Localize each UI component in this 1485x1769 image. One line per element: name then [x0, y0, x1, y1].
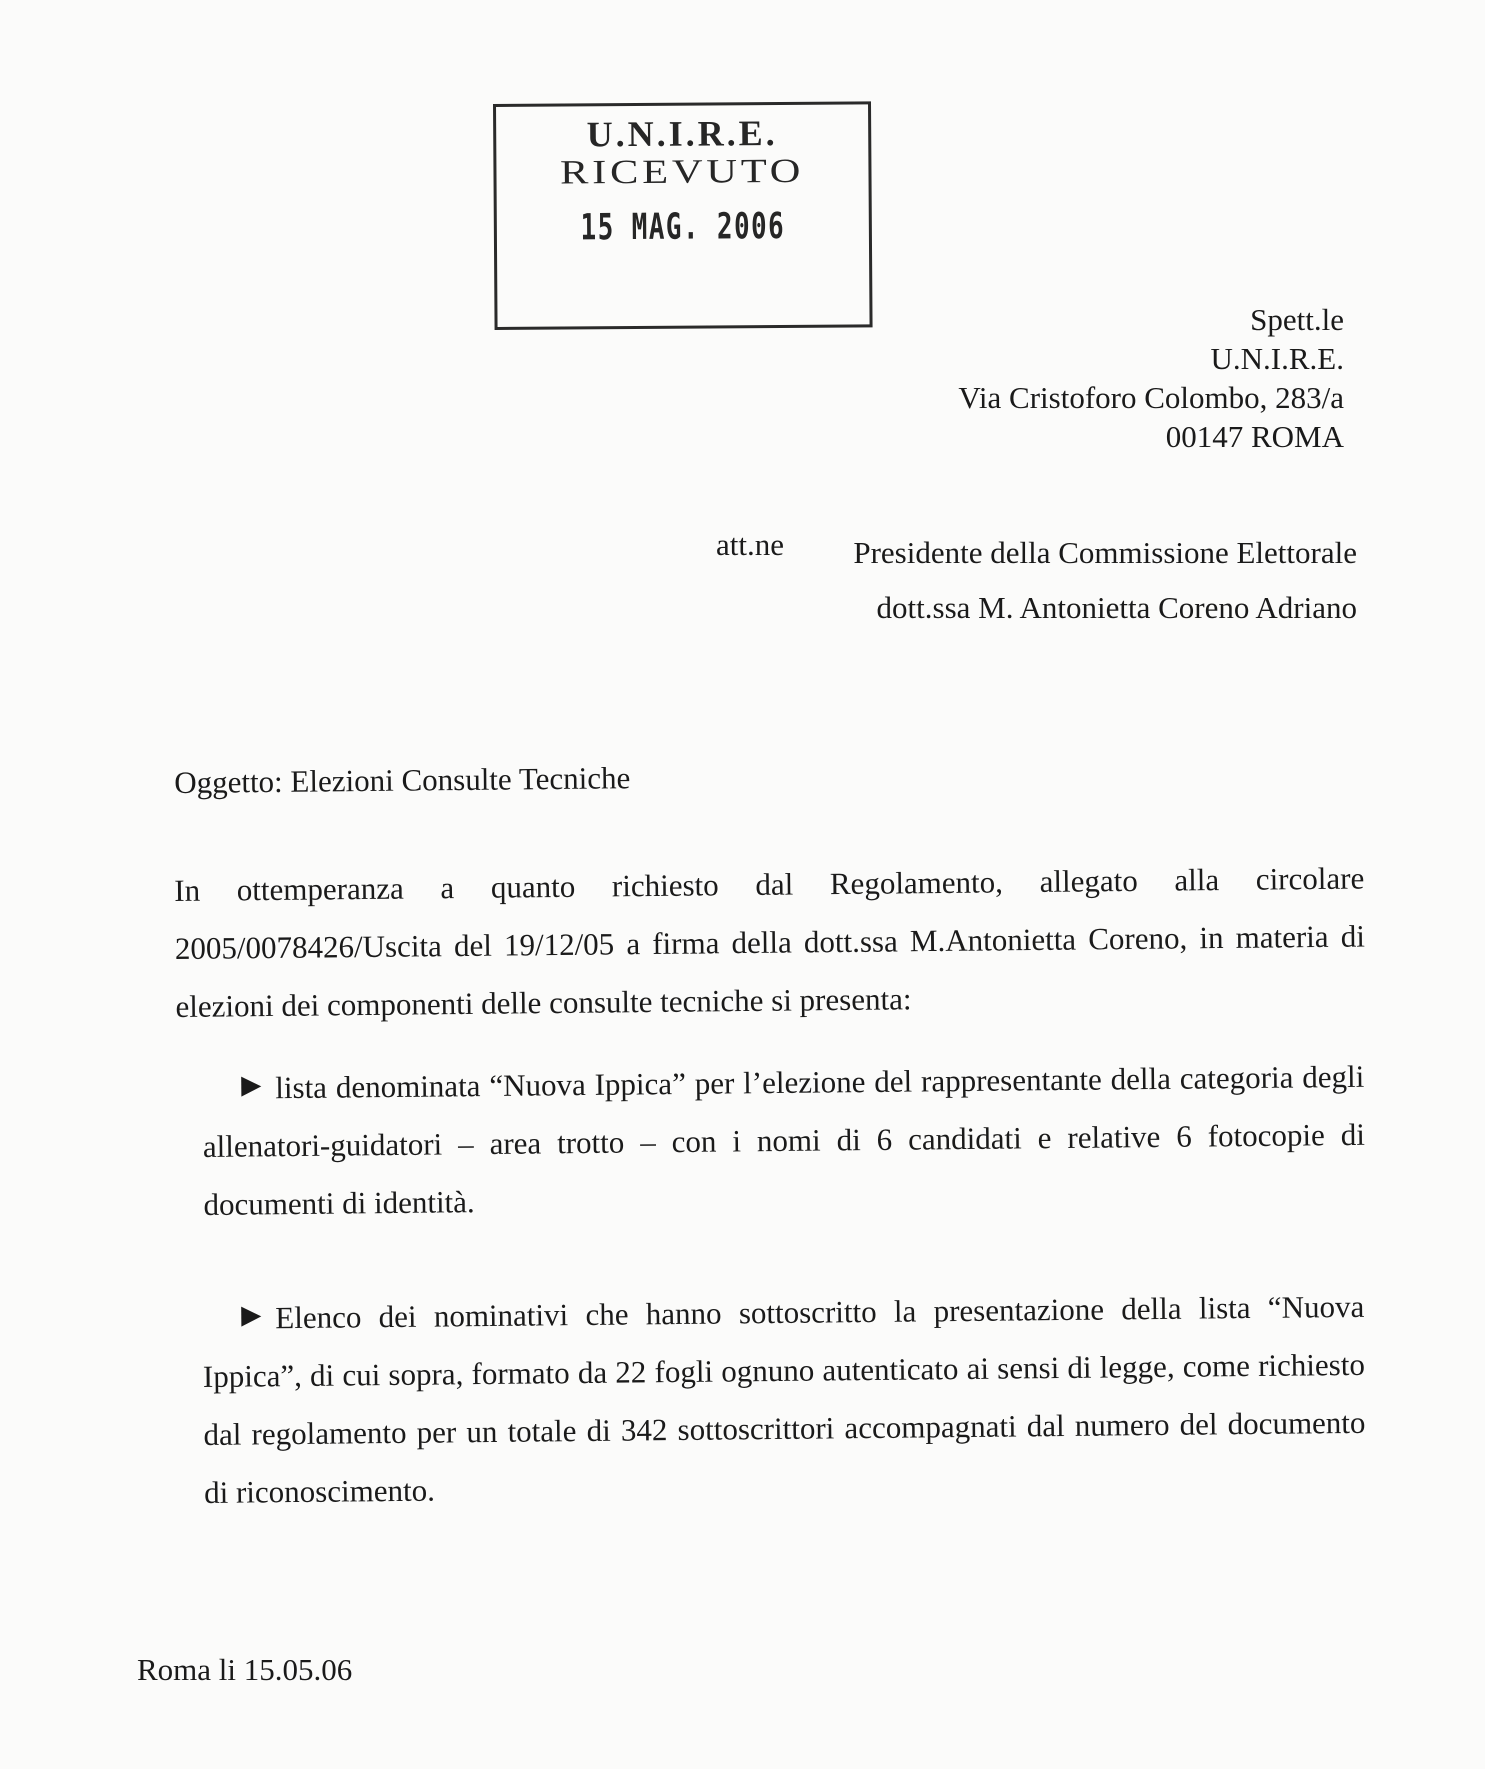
- list-item-text: Elenco dei nominativi che hanno sottoscritto la presentazione della lista “Nuova Ippica”, di cui sopra, formato da 22 fogli ognuno autenticato ai sensi di legge, come richiesto dal regolamento per un totale di 342 sottoscrittori accompagnati dal numero del documento di riconoscimento.: [202, 1288, 1366, 1510]
- addressee-org: U.N.I.R.E.: [1210, 341, 1344, 376]
- attention-line-1: Presidente della Commissione Elettorale: [853, 535, 1357, 570]
- attention-line-2: dott.ssa M. Antonietta Coreno Adriano: [876, 590, 1357, 625]
- attention-block: [853, 525, 1357, 635]
- subject-line: Oggetto: Elezioni Consulte Tecniche: [174, 760, 631, 800]
- arrow-bullet-icon: [241, 1076, 261, 1096]
- attention-label: att.ne: [716, 527, 784, 562]
- closing-place-date: Roma li 15.05.06: [137, 1652, 353, 1687]
- addressee-street: Via Cristoforo Colombo, 283/a: [958, 380, 1344, 415]
- stamp-date: 15 MAG. 2006: [580, 205, 786, 249]
- addressee-city: 00147 ROMA: [1165, 419, 1344, 454]
- addressee-block: [958, 300, 1344, 456]
- stamp-org: U.N.I.R.E.: [586, 113, 778, 155]
- stamp-status: RICEVUTO: [560, 152, 805, 192]
- received-stamp: [493, 101, 873, 330]
- arrow-bullet-icon: [241, 1306, 261, 1326]
- list-item: [202, 1278, 1366, 1522]
- list-item: [202, 1048, 1366, 1234]
- list-item-text: lista denominata “Nuova Ippica” per l’elezione del rappresentante della categoria degli allenatori-guidatori – area trotto – con i nomi di 6 candidati e relative 6 fotocopie di documenti di identità.: [202, 1058, 1366, 1222]
- body-paragraph: In ottemperanza a quanto richiesto dal Regolamento, allegato alla circolare 2005/0078426/Uscita del 19/12/05 a firma della dott.ssa M.Antonietta Coreno, in materia di elezioni dei componenti delle consulte tecniche si presenta:: [174, 860, 1366, 1024]
- addressee-salutation: Spett.le: [1250, 302, 1344, 337]
